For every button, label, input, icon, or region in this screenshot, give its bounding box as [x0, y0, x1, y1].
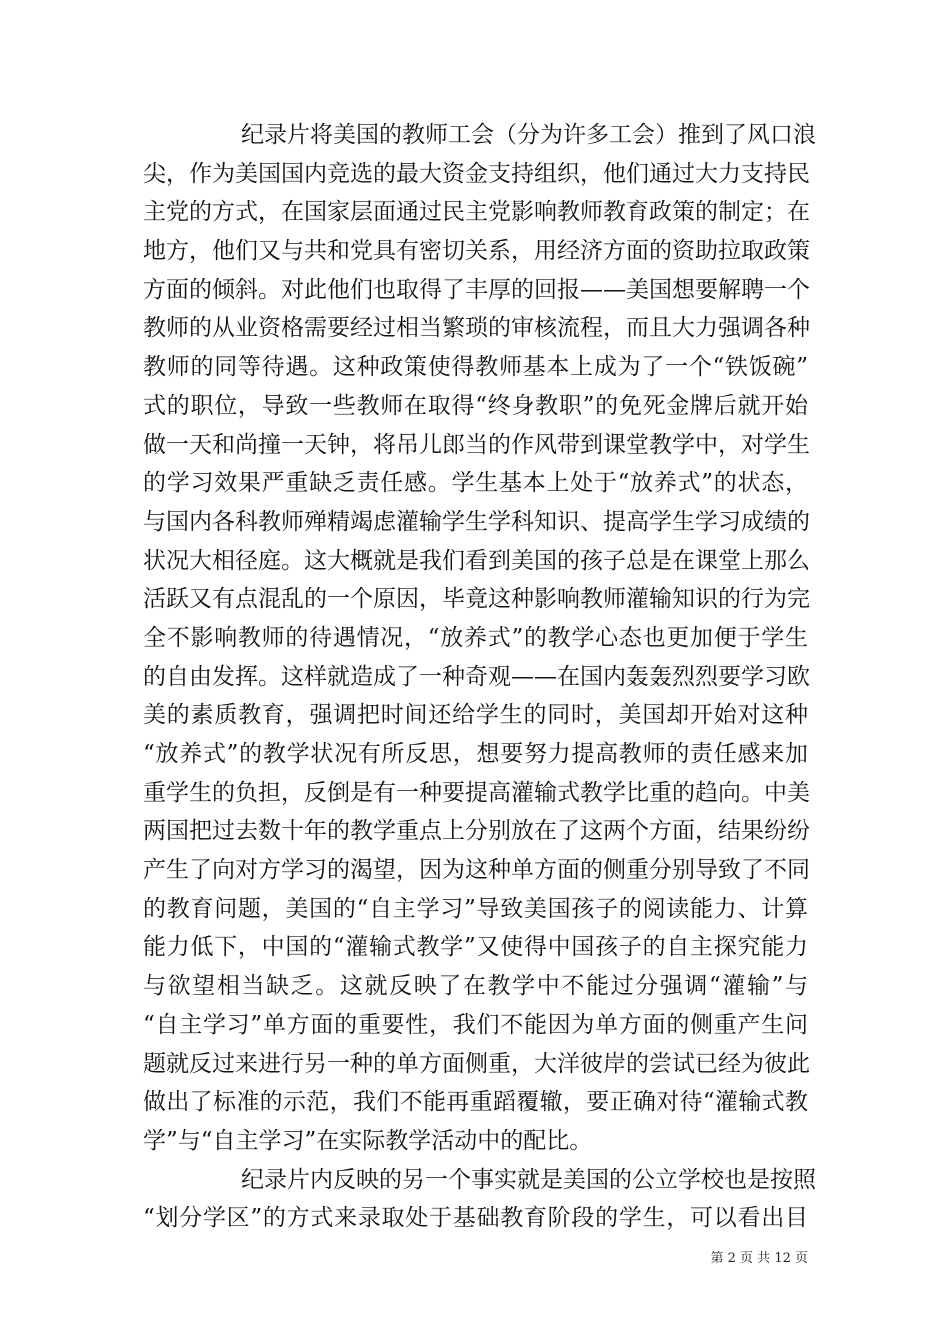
- paragraph-1-line-22: 能力低下，中国的“灌输式教学”又使得中国孩子的自主探究能力: [143, 934, 808, 961]
- paragraph-1-line-8: 式的职位，导致一些教师在取得“终身教职”的免死金牌后就开始: [143, 392, 808, 419]
- paragraph-1-line-24: “自主学习”单方面的重要性，我们不能因为单方面的侧重产生问: [143, 1011, 808, 1038]
- paragraph-1-line-17: “放养式”的教学状况有所反思，想要努力提高教师的责任感来加: [143, 741, 808, 767]
- paragraph-1-line-15: 的自由发挥。这样就造成了一种奇观——在国内轰轰烈烈要学习欧: [143, 663, 810, 690]
- paragraph-1-line-9: 做一天和尚撞一天钟，将吊儿郎当的作风带到课堂教学中，对学生: [143, 431, 810, 458]
- paragraph-1-line-23: 与欲望相当缺乏。这就反映了在教学中不能过分强调“灌输”与: [143, 973, 808, 1000]
- paragraph-1-line-6: 教师的从业资格需要经过相当繁琐的审核流程，而且大力强调各种: [143, 315, 810, 342]
- paragraph-2-line-2: “划分学区”的方式来录取处于基础教育阶段的学生，可以看出目: [143, 1205, 808, 1232]
- paragraph-1-line-10: 的学习效果严重缺乏责任感。学生基本上处于“放养式”的状态，: [143, 470, 808, 497]
- paragraph-1-line-5: 方面的倾斜。对此他们也取得了丰厚的回报——美国想要解聘一个: [143, 276, 810, 303]
- paragraph-1-line-19: 两国把过去数十年的教学重点上分别放在了这两个方面，结果纷纷: [143, 818, 810, 845]
- paragraph-1-line-16: 美的素质教育，强调把时间还给学生的同时，美国却开始对这种: [143, 702, 808, 729]
- paragraph-1-line-13: 活跃又有点混乱的一个原因，毕竟这种影响教师灌输知识的行为完: [143, 586, 810, 613]
- document-body: [143, 116, 816, 1238]
- paragraph-1-line-2: 尖，作为美国国内竞选的最大资金支持组织，他们通过大力支持民: [143, 160, 810, 187]
- paragraph-1-line-27: 学”与“自主学习”在实际教学活动中的配比。: [143, 1127, 593, 1154]
- paragraph-1-line-1: 纪录片将美国的教师工会（分为许多工会）推到了风口浪: [241, 122, 816, 148]
- paragraph-1-line-12: 状况大相径庭。这大概就是我们看到美国的孩子总是在课堂上那么: [143, 547, 810, 574]
- paragraph-2-line-1: 纪录片内反映的另一个事实就是美国的公立学校也是按照: [241, 1166, 816, 1193]
- paragraph-1-line-18: 重学生的负担，反倒是有一种要提高灌输式教学比重的趋向。中美: [143, 779, 810, 806]
- paragraph-1-line-14: 全不影响教师的待遇情况，“放养式”的教学心态也更加便于学生: [143, 624, 808, 651]
- paragraph-1-line-3: 主党的方式，在国家层面通过民主党影响教师教育政策的制定；在: [143, 199, 810, 226]
- page-number-footer: 第 2 页 共 12 页: [710, 1251, 808, 1266]
- paragraph-1-line-25: 题就反过来进行另一种的单方面侧重，大洋彼岸的尝试已经为彼此: [143, 1050, 810, 1077]
- paragraph-1-line-20: 产生了向对方学习的渴望，因为这种单方面的侧重分别导致了不同: [143, 857, 810, 884]
- paragraph-1-line-11: 与国内各科教师殚精竭虑灌输学生学科知识、提高学生学习成绩的: [143, 508, 810, 535]
- paragraph-1-line-26: 做出了标准的示范，我们不能再重蹈覆辙，要正确对待“灌输式教: [143, 1089, 808, 1116]
- paragraph-1-line-4: 地方，他们又与共和党具有密切关系，用经济方面的资助拉取政策: [143, 238, 810, 265]
- paragraph-1-line-21: 的教育问题，美国的“自主学习”导致美国孩子的阅读能力、计算: [143, 895, 808, 922]
- paragraph-1-line-7: 教师的同等待遇。这种政策使得教师基本上成为了一个“铁饭碗”: [143, 354, 808, 381]
